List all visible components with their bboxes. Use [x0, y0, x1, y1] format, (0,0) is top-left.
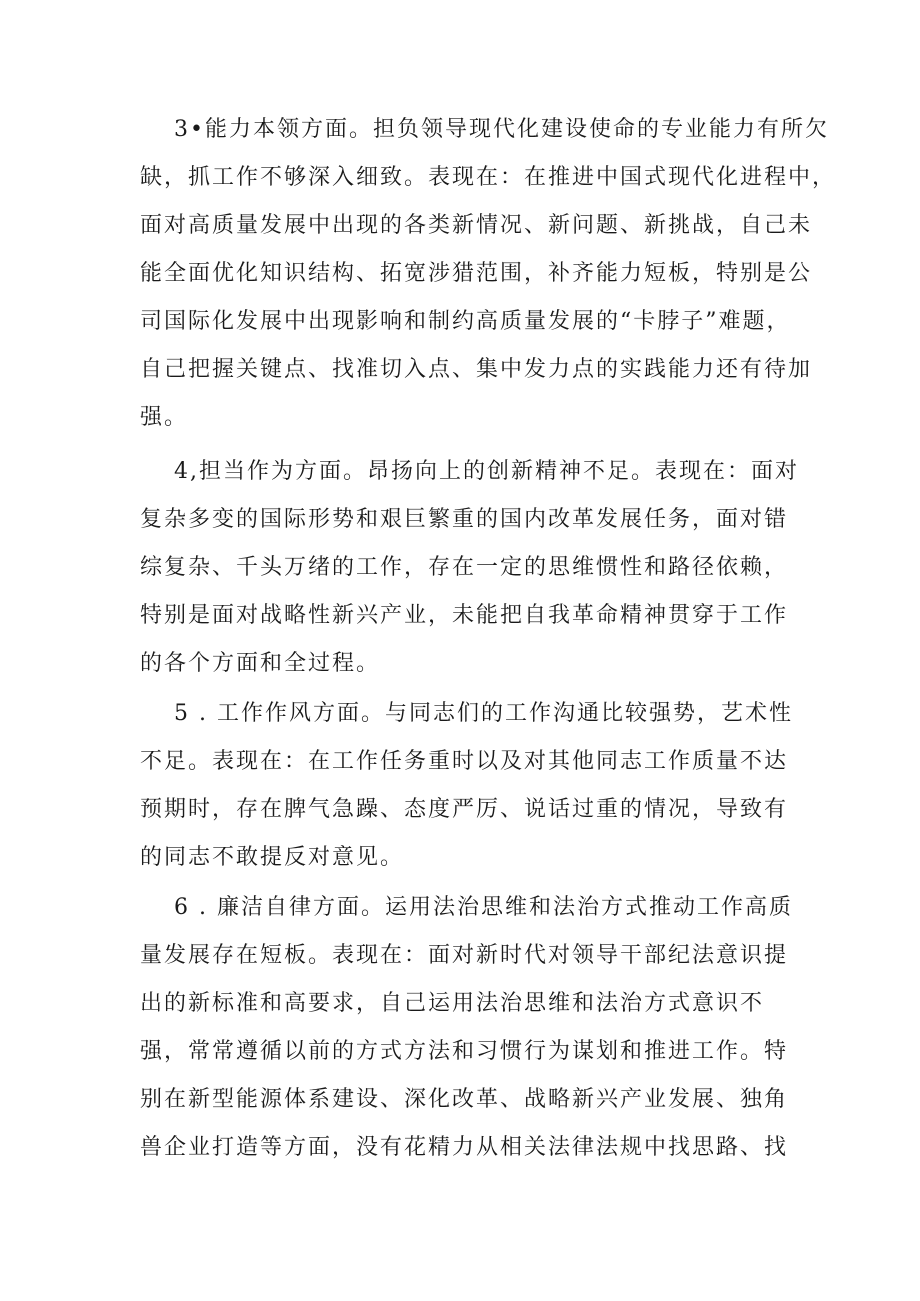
paragraph-6-line-5: 别在新型能源体系建设、深化改革、战略新兴产业发展、独角 [140, 1087, 789, 1112]
paragraph-3-line-2: 缺，抓工作不够深入细致。表现在：在推进中国式现代化进程中， [140, 165, 837, 190]
paragraph-6-line-1: 6 . 廉洁自律方面。运用法治思维和法治方式推动工作高质 [174, 895, 793, 920]
paragraph-6-line-3: 出的新标准和高要求，自己运用法治思维和法治方式意识不 [140, 991, 765, 1016]
paragraph-4-line-3: 综复杂、千头万绪的工作，存在一定的思维惯性和路径依赖， [140, 555, 789, 580]
paragraph-5-line-2: 不足。表现在：在工作任务重时以及对其他同志工作质量不达 [140, 749, 789, 774]
paragraph-4-line-1: 4,担当作为方面。昂扬向上的创新精神不足。表现在：面对 [174, 459, 799, 484]
paragraph-3-line-5: 司国际化发展中出现影响和制约高质量发展的“卡脖子”难题， [140, 309, 791, 334]
paragraph-3-line-4: 能全面优化知识结构、拓宽涉猎范围，补齐能力短板，特别是公 [140, 261, 813, 286]
paragraph-3-line-1: 3•能力本领方面。担负领导现代化建设使命的专业能力有所欠 [174, 117, 829, 142]
paragraph-4-line-5: 的各个方面和全过程。 [140, 651, 381, 676]
paragraph-5-line-3: 预期时，存在脾气急躁、态度严厉、说话过重的情况，导致有 [140, 797, 789, 822]
paragraph-3-line-3: 面对高质量发展中出现的各类新情况、新问题、新挑战，自己未 [140, 213, 813, 238]
paragraph-3-line-6: 自己把握关键点、找准切入点、集中发力点的实践能力还有待加 [140, 357, 813, 382]
paragraph-3-line-7: 强。 [140, 405, 189, 430]
paragraph-4-line-4: 特别是面对战略性新兴产业，未能把自我革命精神贯穿于工作 [140, 603, 789, 628]
paragraph-5-line-1: 5 . 工作作风方面。与同志们的工作沟通比较强势，艺术性 [174, 701, 793, 726]
paragraph-6-line-2: 量发展存在短板。表现在：面对新时代对领导干部纪法意识提 [140, 943, 789, 968]
paragraph-6-line-6: 兽企业打造等方面，没有花精力从相关法律法规中找思路、找 [140, 1135, 789, 1160]
paragraph-6-line-4: 强，常常遵循以前的方式方法和习惯行为谋划和推进工作。特 [140, 1039, 789, 1064]
paragraph-5-line-4: 的同志不敢提反对意见。 [140, 845, 405, 870]
paragraph-4-line-2: 复杂多变的国际形势和艰巨繁重的国内改革发展任务，面对错 [140, 507, 789, 532]
